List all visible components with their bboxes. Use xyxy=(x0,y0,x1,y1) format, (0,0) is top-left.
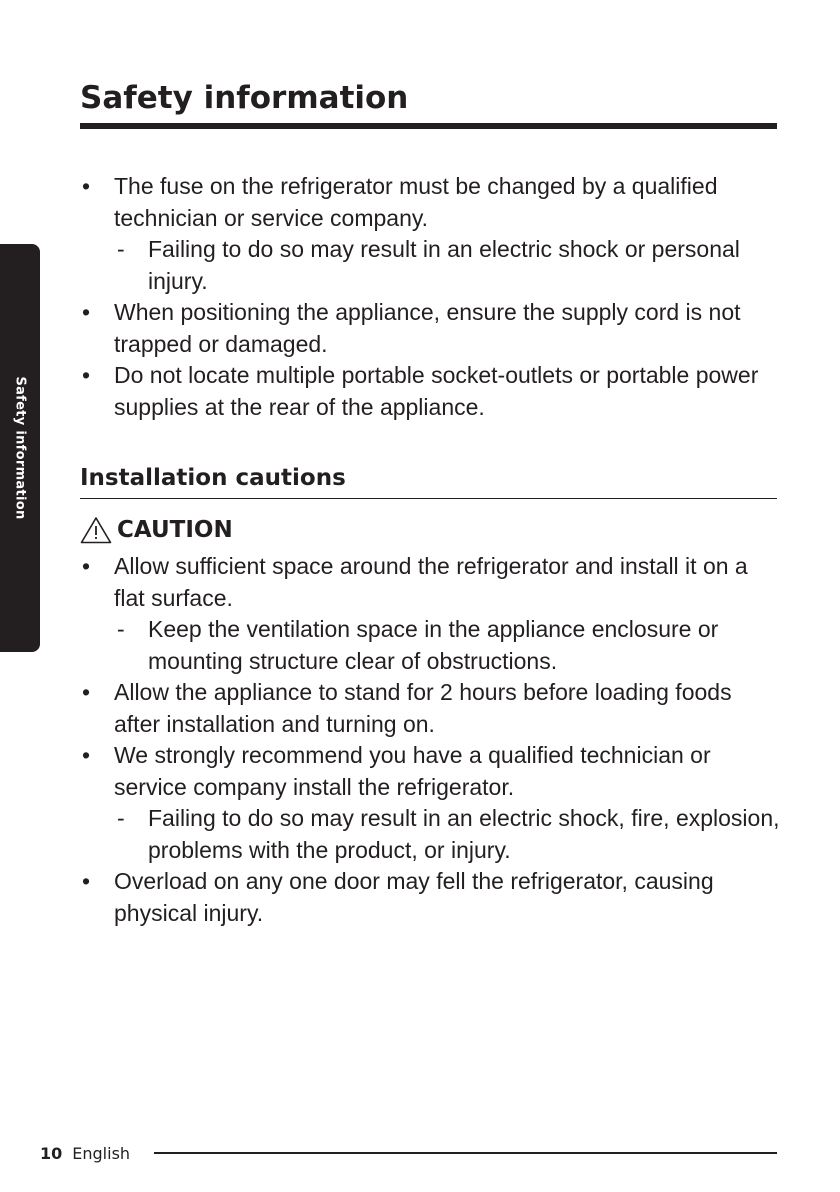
bullet-mark: • xyxy=(82,362,91,388)
bullet-mark: • xyxy=(82,553,91,579)
list-item xyxy=(80,171,780,297)
bullet-mark: • xyxy=(82,679,91,705)
section-title: Installation cautions xyxy=(80,465,346,491)
list-item-text: Overload on any one door may fell the refrigerator, causing physical injury. xyxy=(114,868,714,926)
sub-item-text: Failing to do so may result in an electric shock, fire, explosion, problems with the product, or injury. xyxy=(148,805,780,863)
bullet-mark: • xyxy=(82,173,91,199)
footer-rule xyxy=(154,1152,777,1154)
footer xyxy=(40,1140,130,1166)
bullet-mark: • xyxy=(82,868,91,894)
title-rule xyxy=(80,123,777,129)
list-item xyxy=(80,551,780,677)
list-item xyxy=(80,297,780,360)
list-item xyxy=(80,360,780,423)
caution-label: CAUTION xyxy=(117,517,233,543)
sub-item xyxy=(114,614,780,677)
list-item-text: Do not locate multiple portable socket-outlets or portable power supplies at the rear of the appliance. xyxy=(114,362,759,420)
installation-list xyxy=(80,551,780,929)
sub-item xyxy=(114,234,780,297)
bullet-mark: • xyxy=(82,742,91,768)
intro-list xyxy=(80,171,780,423)
caution-heading xyxy=(80,513,780,547)
sub-item xyxy=(114,803,780,866)
list-item-text: We strongly recommend you have a qualified technician or service company install the refrigerator. xyxy=(114,742,711,800)
sub-item-text: Failing to do so may result in an electric shock or personal injury. xyxy=(148,236,740,294)
section-rule xyxy=(80,498,777,499)
list-item-text: When positioning the appliance, ensure the supply cord is not trapped or damaged. xyxy=(114,299,741,357)
page-title: Safety information xyxy=(80,80,409,116)
dash-mark: - xyxy=(117,236,125,262)
list-item-text: The fuse on the refrigerator must be changed by a qualified technician or service company. xyxy=(114,173,718,231)
page-number: 10 xyxy=(40,1143,63,1163)
sub-item-text: Keep the ventilation space in the appliance enclosure or mounting structure clear of obstructions. xyxy=(148,616,719,674)
content xyxy=(80,171,780,929)
side-tab-label: Safety information xyxy=(12,376,28,520)
list-item-text: Allow the appliance to stand for 2 hours before loading foods after installation and turning on. xyxy=(114,679,732,737)
dash-mark: - xyxy=(117,616,125,642)
list-item xyxy=(80,740,780,866)
list-item xyxy=(80,677,780,740)
list-item xyxy=(80,866,780,929)
dash-mark: - xyxy=(117,805,125,831)
bullet-mark: • xyxy=(82,299,91,325)
list-item-text: Allow sufficient space around the refrigerator and install it on a flat surface. xyxy=(114,553,748,611)
warning-triangle-icon xyxy=(80,516,112,544)
footer-language: English xyxy=(72,1143,131,1163)
